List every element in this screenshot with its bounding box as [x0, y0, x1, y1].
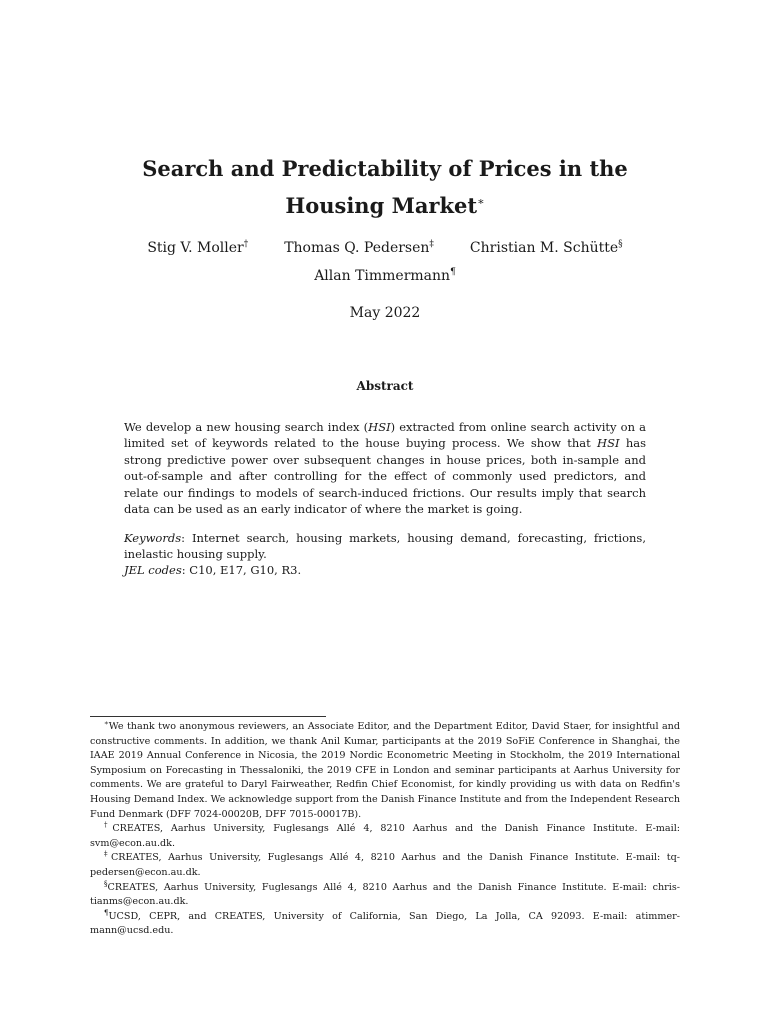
author-name: Allan Timmermann: [314, 268, 451, 284]
jel-codes: [124, 562, 646, 578]
footnote-text: UCSD, CEPR, and CREATES, University of California, San Diego, La Jolla, CA 92093. E-mail: atimmer-mann@ucsd.edu.: [90, 910, 680, 937]
author-pedersen: [284, 240, 434, 256]
paper-title: [90, 150, 680, 224]
footnote-mark: ∗: [104, 718, 109, 727]
abstract-segment: We develop a new housing search index (: [124, 420, 369, 434]
footnote-timmermann: [90, 910, 680, 939]
author-list: [90, 240, 680, 256]
footnote-text: CREATES, Aarhus University, Fuglesangs Allé 4, 8210 Aarhus and the Danish Finance Institute. E-mail: chris-tianms@econ.au.dk.: [90, 881, 680, 908]
author-moller: [147, 240, 248, 256]
abstract-heading: Abstract: [356, 379, 414, 393]
author-timmermann: [90, 268, 680, 284]
paper-date: May 2022: [349, 305, 421, 321]
footnote-text: We thank two anonymous reviewers, an Associate Editor, and the Department Editor, David Staer, for insightful and constructive comments. In addition, we thank Anil Kumar, participants at the 2019 SoFiE Conference in Shanghai, the IAAE 2019 Annual Conference in Nicosia, the 2019 Nordic Econometric Meeting in Stockholm, the 2019 International Symposium on Forecasting in Thessaloniki, the 2019 CFE in London and seminar participants at Aarhus University for comments. We are grateful to Daryl Fairweather, Redfin Chief Economist, for kindly providing us with data on Redfin's Housing Demand Index. We acknowledge support from the Danish Finance Institute and from the Independent Research Fund Denmark (DFF 7024-00020B, DFF 7015-00017B).: [90, 721, 680, 820]
footnote-mark: §: [104, 879, 108, 888]
footnote-text: CREATES, Aarhus University, Fuglesangs Allé 4, 8210 Aarhus and the Danish Finance Institute. E-mail: tq-pedersen@econ.au.dk.: [90, 852, 681, 878]
footnote-mark: ¶: [104, 908, 109, 917]
title-text: Search and Predictability of Prices in the Housing Market: [142, 156, 628, 218]
keywords-label: Keywords: [124, 531, 182, 545]
author-footnote-mark[interactable]: §: [618, 239, 623, 250]
abstract-text: [124, 419, 646, 517]
footnote-text: CREATES, Aarhus University, Fuglesangs Allé 4, 8210 Aarhus and the Danish Finance Institute. E-mail: svm@econ.au.dk.: [90, 823, 680, 849]
keywords-text: : Internet search, housing markets, housing demand, forecasting, frictions, inelastic housing supply.: [124, 531, 646, 561]
author-footnote-mark[interactable]: †: [243, 239, 249, 250]
author-footnote-mark[interactable]: ¶: [450, 267, 456, 278]
abstract-hsi-term: HSI: [368, 420, 391, 434]
title-footnote-mark[interactable]: ∗: [477, 195, 485, 208]
jel-label: JEL codes: [124, 563, 182, 577]
footnote-pedersen: [90, 851, 680, 880]
author-name: Stig V. Moller: [147, 240, 244, 256]
abstract-segment: has strong predictive power over subsequent changes in house prices, both in-sample and out-of-sample and after controlling for the effect of commonly used predictors, and relate our findings to models of search-induced frictions. Our results imply that search data can be used as an early indicator of where the market is going.: [124, 436, 646, 517]
author-schutte: [470, 240, 623, 256]
footnotes: [90, 720, 680, 939]
footnote-mark: ‡: [104, 850, 111, 859]
abstract-hsi-term: HSI: [597, 436, 620, 451]
footnote-rule: [90, 716, 326, 717]
author-name: Thomas Q. Pedersen: [284, 240, 430, 256]
footnote-moller: [90, 822, 680, 851]
keywords: [124, 530, 646, 562]
footnote-mark: †: [104, 820, 113, 829]
abstract-segment: ) extracted from online search activity on a limited set of keywords related to the house buying process. We show that: [124, 420, 646, 451]
footnote-schutte: [90, 881, 680, 910]
author-name: Christian M. Schütte: [469, 240, 619, 256]
footnote-acknowledgements: [90, 720, 680, 822]
author-footnote-mark[interactable]: ‡: [429, 239, 434, 250]
jel-text: : C10, E17, G10, R3.: [181, 563, 302, 577]
